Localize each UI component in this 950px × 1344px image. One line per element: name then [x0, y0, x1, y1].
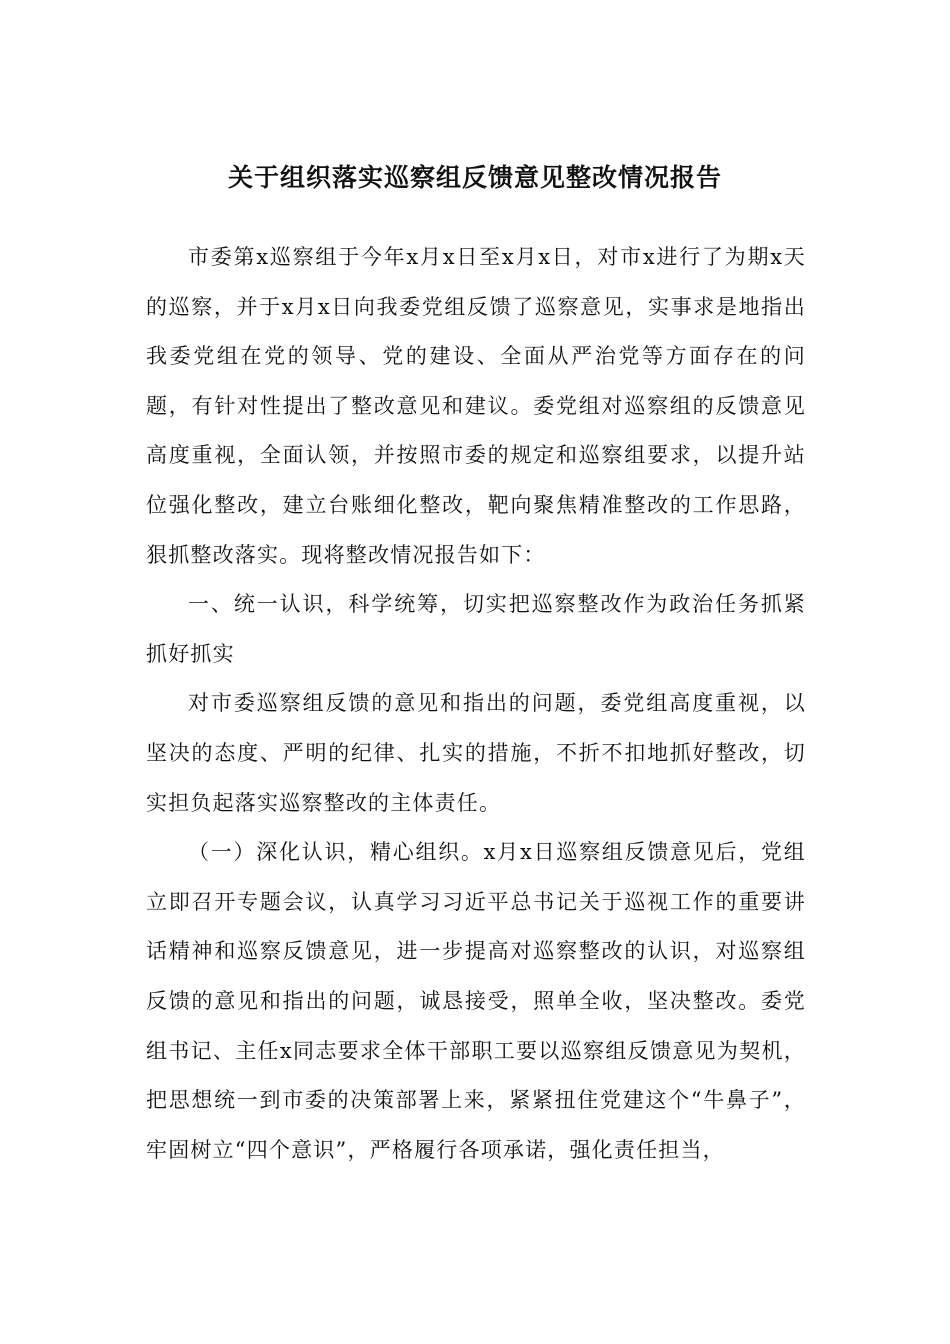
document-body — [146, 233, 806, 1175]
document-title: 关于组织落实巡察组反馈意见整改情况报告 — [227, 163, 722, 192]
paragraph-section-heading: 一、统一认识，科学统筹，切实把巡察整改作为政治任务抓紧抓好抓实 — [146, 592, 806, 666]
paragraph-section-summary: 对市委巡察组反馈的意见和指出的问题，委党组高度重视，以坚决的态度、严明的纪律、扎实的措施，不折不扣地抓好整改，切实担负起落实巡察整改的主体责任。 — [146, 691, 806, 815]
paragraph-subsection-1: （一）深化认识，精心组织。x月x日巡察组反馈意见后，党组立即召开专题会议，认真学习习近平总书记关于巡视工作的重要讲话精神和巡察反馈意见，进一步提高对巡察整改的认识，对巡察组反馈的意见和指出的问题，诚恳接受，照单全收，坚决整改。委党组书记、主任x同志要求全体干部职工要以巡察组反馈意见为契机，把思想统一到市委的决策部署上来，紧紧扭住党建这个“牛鼻子”，牢固树立“四个意识”，严格履行各项承诺，强化责任担当， — [146, 840, 806, 1162]
paragraph-intro: 市委第x巡察组于今年x月x日至x月x日，对市x进行了为期x天的巡察，并于x月x日向我委党组反馈了巡察意见，实事求是地指出我委党组在党的领导、党的建设、全面从严治党等方面存在的问题，有针对性提出了整改意见和建议。委党组对巡察组的反馈意见高度重视，全面认领，并按照市委的规定和巡察组要求，以提升站位强化整改，建立台账细化整改，靶向聚焦精准整改的工作思路，狠抓整改落实。现将整改情况报告如下： — [146, 245, 806, 567]
